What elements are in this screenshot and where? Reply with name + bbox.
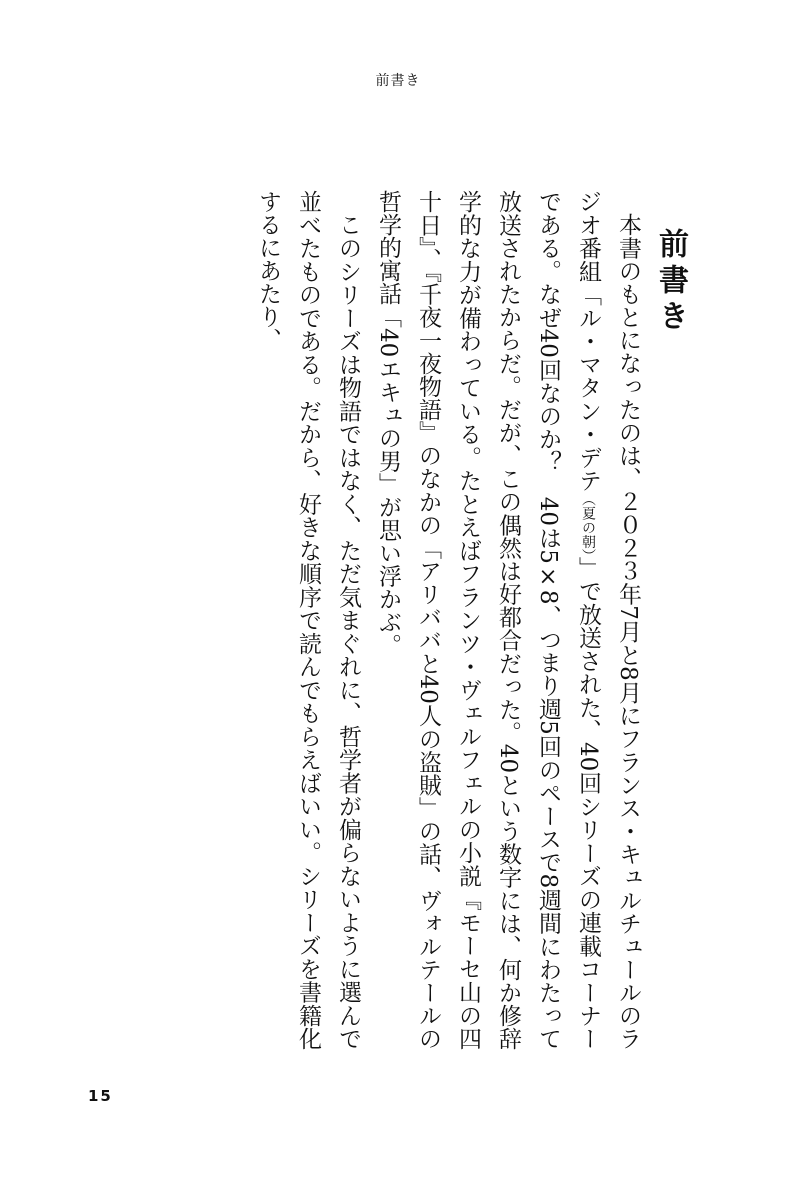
page-number: 15 xyxy=(88,1087,113,1105)
paragraph-1-annotation: （夏の朝） xyxy=(580,491,596,557)
paragraph-1-part-b: 」で放送された、40回シリーズの連載コーナーである。なぜ40回なのか？ 40は5×8、つまり週5回のペースで8週間にわたって放送されたからだ。だが、この偶然は好都合だった。40という数字には、何か修辞学的な力が備わっている。たとえばフランツ・ヴェルフェルの小説『モーセ山の四十日』、『千夜一夜物語』のなかの「アリババと40人の盗賊」の話、ヴォルテールの哲学的寓話「40エキュの男」が思い浮かぶ。 xyxy=(375,190,601,1050)
paragraph-2: このシリーズは物語ではなく、ただ気まぐれに、哲学者が偏らないように選んで並べたものである。だから、好きな順序で読んでもらえばいい。シリーズを書籍化するにあたり、 xyxy=(255,190,361,1050)
chapter-title: 前書き xyxy=(653,228,688,336)
paragraph-1-part-a: 本書のもとになったのは、２０２３年7月と8月にフランス・キュルチュールのラジオ番組「ル・マタン・デテ xyxy=(575,190,641,1050)
body-text xyxy=(88,190,648,1050)
paragraph-1 xyxy=(368,190,648,1050)
running-header: 前書き xyxy=(375,73,421,89)
